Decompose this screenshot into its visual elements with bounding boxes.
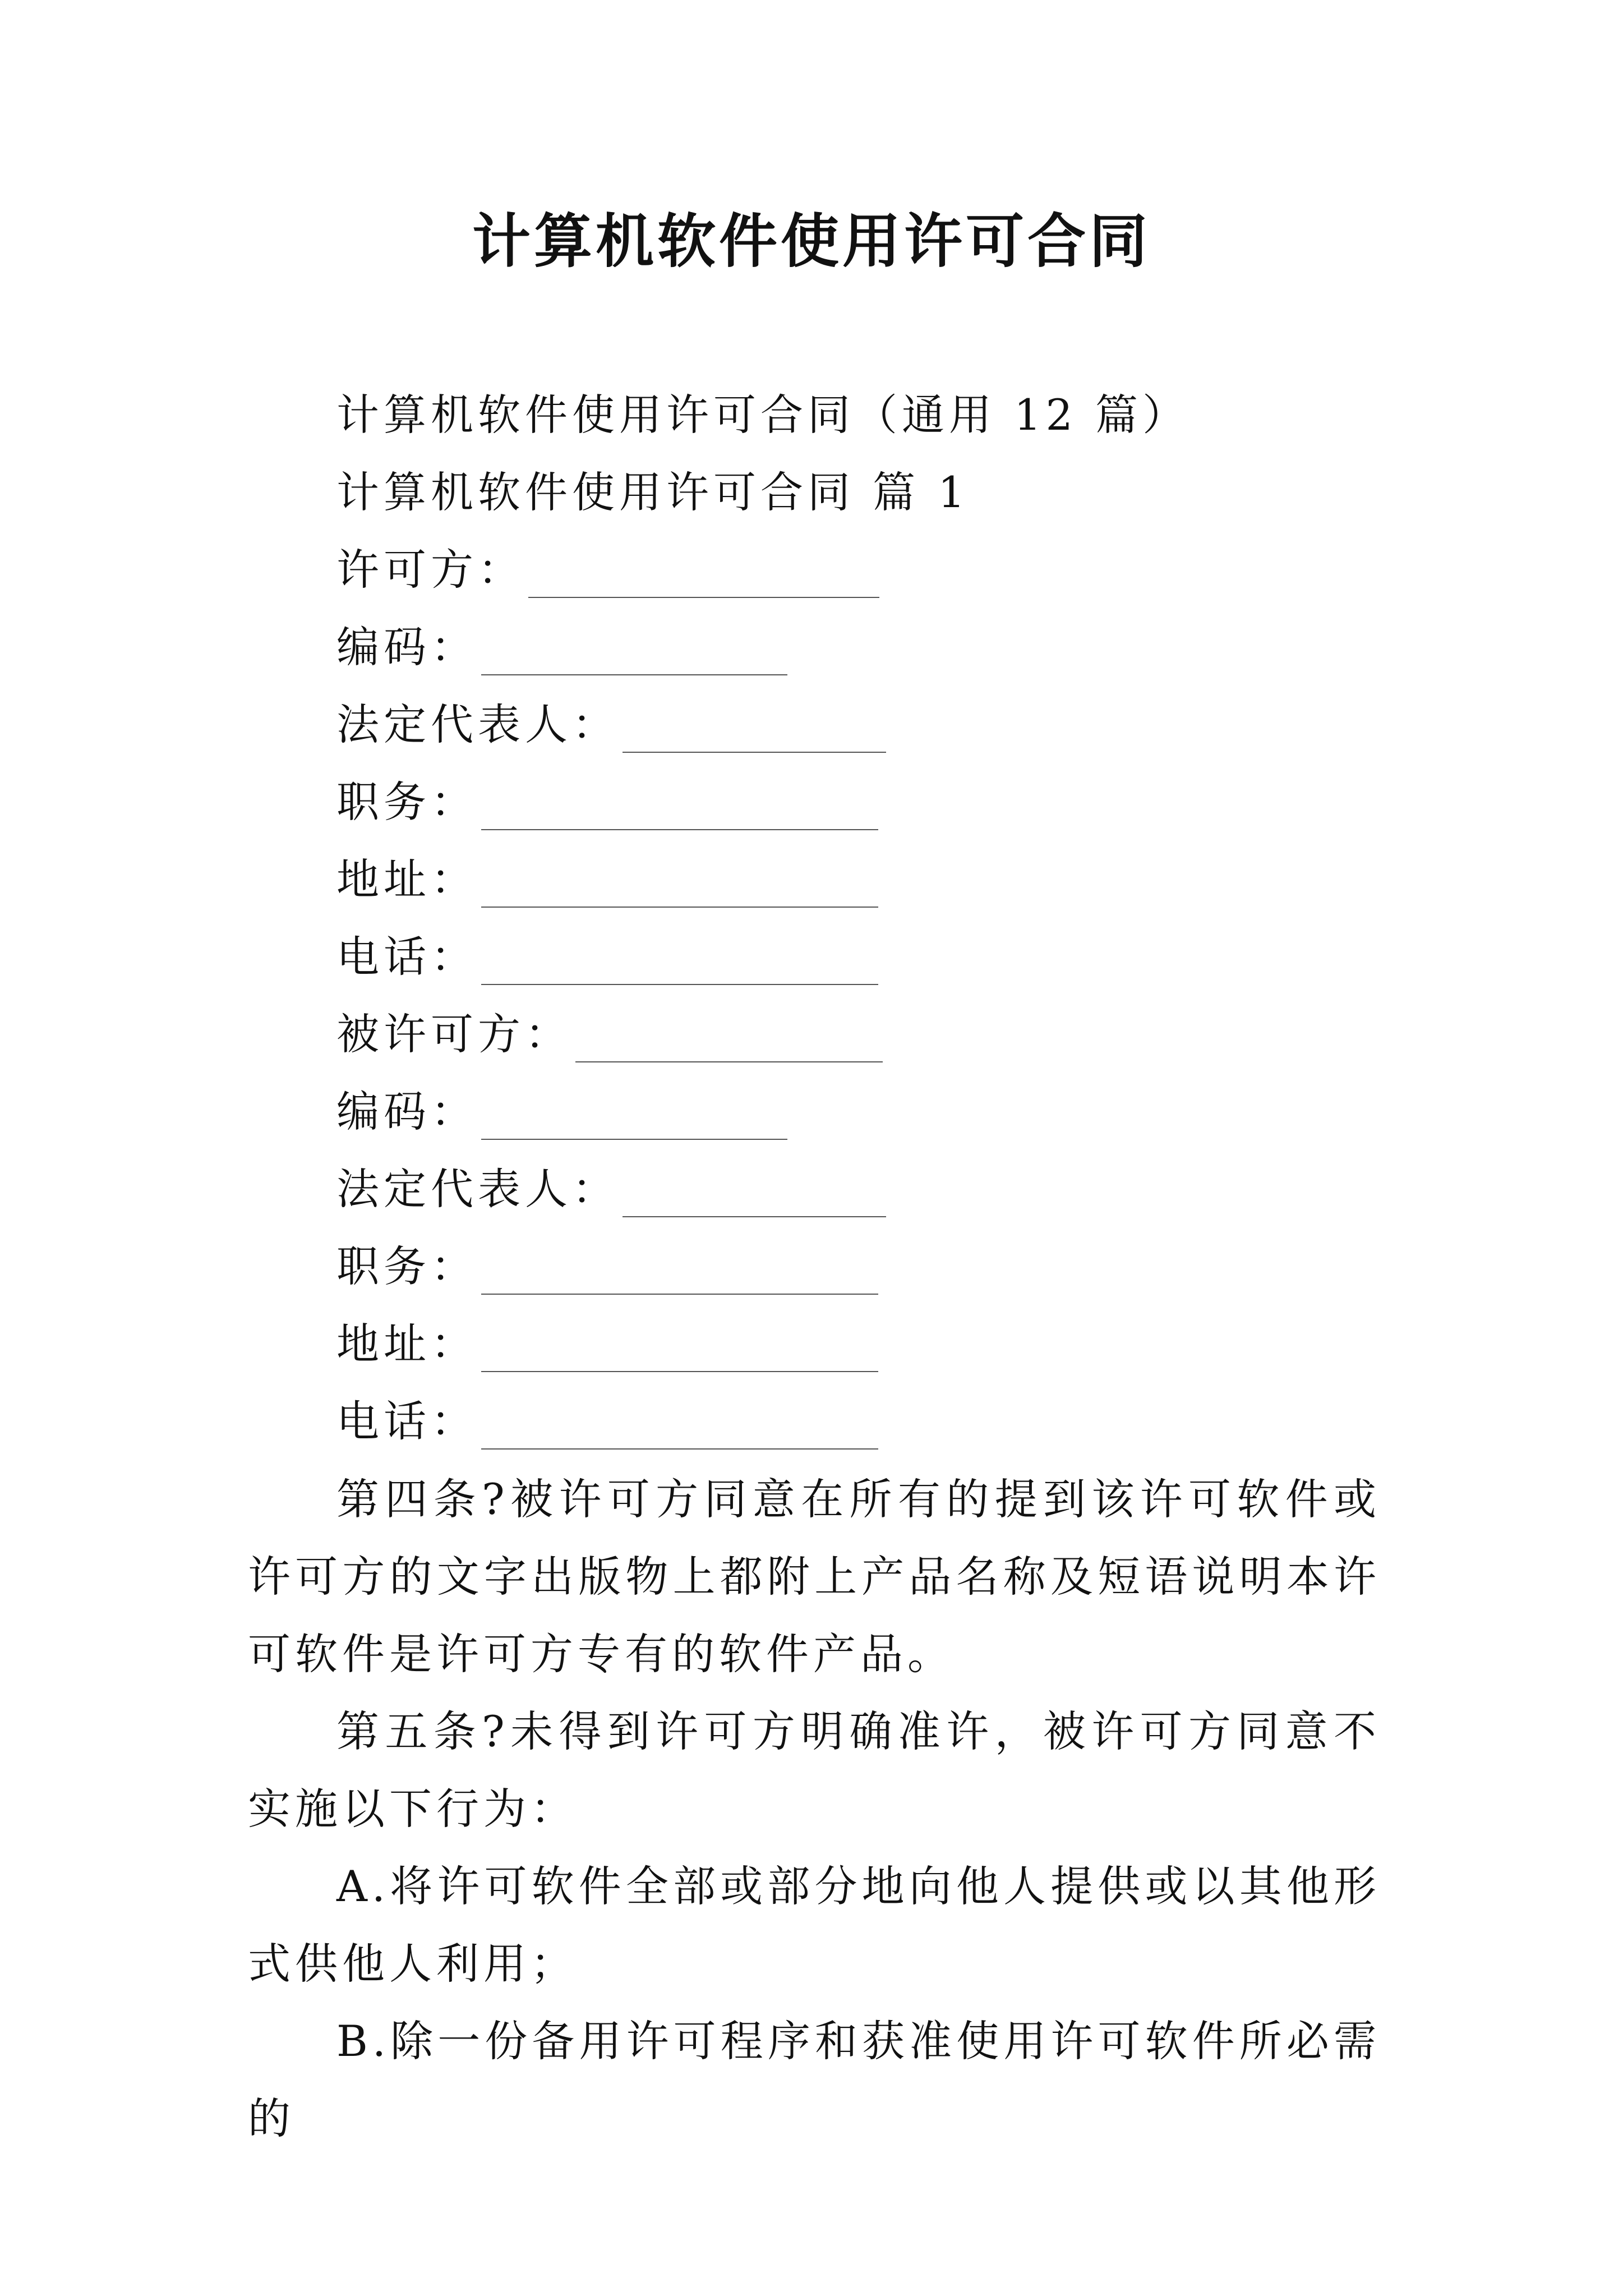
licensee-position-field: [336, 1239, 878, 1295]
licensor-code-field: [336, 619, 787, 675]
clause-a-paragraph: A.将许可软件全部或部分地向他人提供或以其他形式供他人利用；: [248, 1861, 1381, 1989]
article-4-paragraph: 第四条?被许可方同意在所有的提到该许可软件或许可方的文字出版物上都附上产品名称及短语说明本许可软件是许可方专有的软件产品。: [248, 1474, 1381, 1679]
document-title: 计算机软件使用许可合同: [472, 207, 1151, 275]
licensor-position-field: [336, 774, 878, 830]
licensor-address-field: [336, 852, 878, 908]
licensee-party-label: 被许可方：: [336, 1009, 572, 1059]
licensee-address-label: 地址：: [336, 1319, 478, 1369]
licensee-address-blank: [481, 1336, 878, 1372]
licensee-phone-blank: [481, 1414, 878, 1450]
licensor-party-blank: [528, 562, 879, 598]
licensee-position-label: 职务：: [336, 1241, 478, 1291]
licensor-legal-rep-field: [336, 697, 886, 753]
licensee-address-field: [336, 1316, 878, 1372]
licensee-party-blank: [575, 1027, 883, 1062]
licensor-party-field: [336, 542, 879, 598]
licensor-phone-field: [336, 929, 878, 985]
licensee-legal-rep-label: 法定代表人：: [336, 1164, 619, 1214]
licensee-code-field: [336, 1084, 787, 1140]
licensee-phone-label: 电话：: [336, 1396, 478, 1446]
licensor-address-label: 地址：: [336, 854, 478, 904]
licensor-code-label: 编码：: [336, 622, 478, 672]
licensee-phone-field: [336, 1393, 878, 1450]
clause-b-paragraph: B.除一份备用许可程序和获准使用许可软件所必需的: [248, 2016, 1381, 2143]
licensor-legal-rep-blank: [623, 717, 886, 753]
licensee-party-field: [336, 1006, 883, 1062]
section-heading: 计算机软件使用许可合同 篇 1: [336, 467, 970, 517]
licensee-legal-rep-field: [336, 1161, 886, 1217]
licensor-legal-rep-label: 法定代表人：: [336, 700, 619, 749]
licensor-phone-label: 电话：: [336, 932, 478, 982]
article-5-paragraph: 第五条?未得到许可方明确准许，被许可方同意不实施以下行为：: [248, 1706, 1381, 1834]
licensee-code-blank: [481, 1104, 787, 1140]
licensor-phone-blank: [481, 949, 878, 985]
licensor-party-label: 许可方：: [336, 545, 525, 595]
licensor-address-blank: [481, 872, 878, 908]
licensor-position-label: 职务：: [336, 777, 478, 827]
licensor-code-blank: [481, 639, 787, 675]
licensee-position-blank: [481, 1259, 878, 1295]
licensor-position-blank: [481, 794, 878, 830]
licensee-legal-rep-blank: [623, 1181, 886, 1217]
document-subtitle: 计算机软件使用许可合同（通用 12 篇）: [336, 390, 1190, 440]
licensee-code-label: 编码：: [336, 1087, 478, 1137]
